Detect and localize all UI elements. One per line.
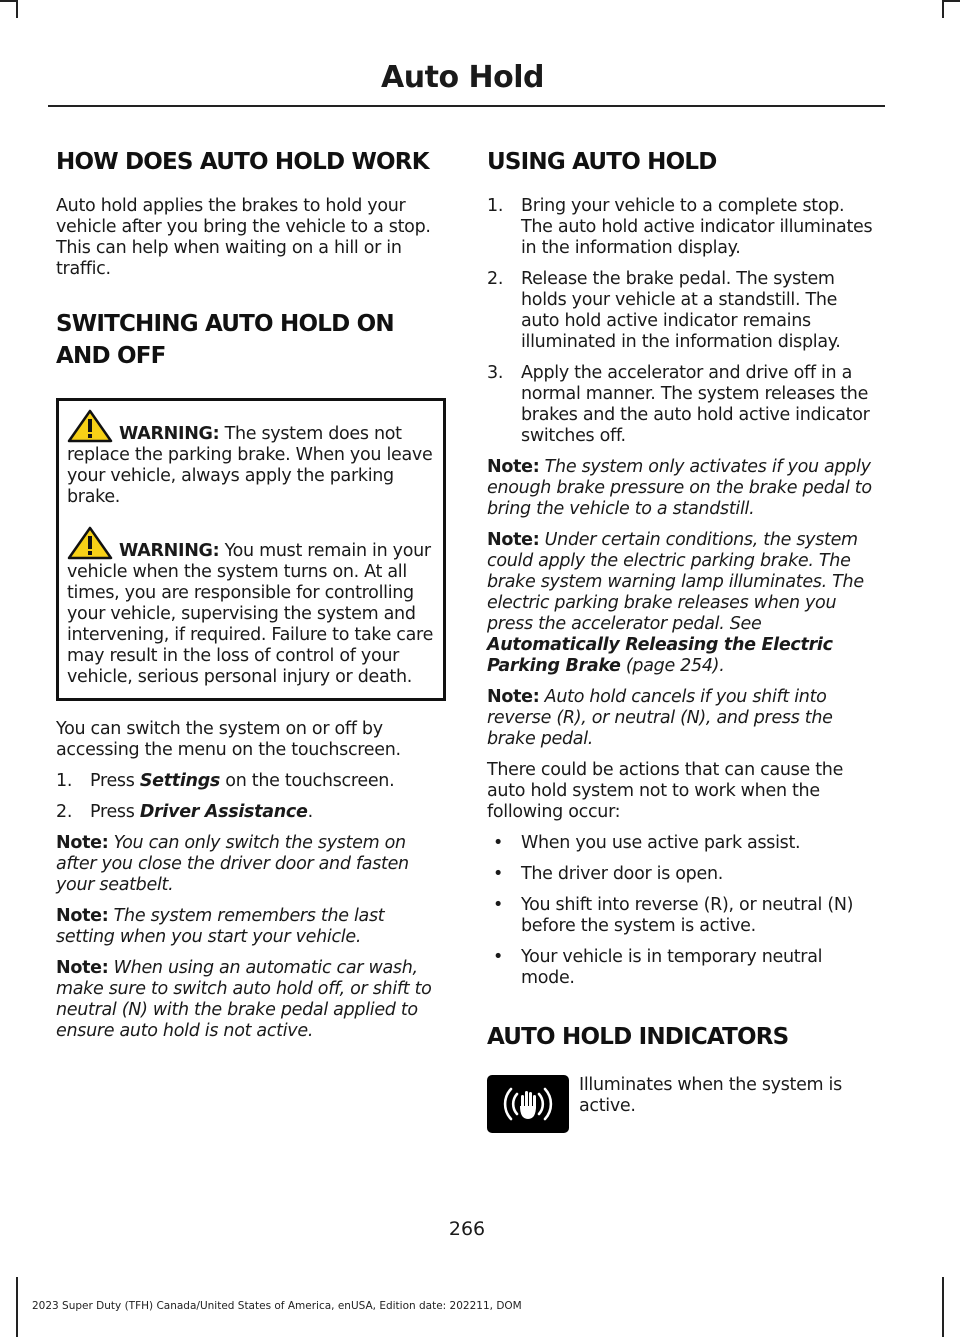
page-title: Auto Hold xyxy=(381,60,544,95)
bullet-text: The driver door is open. xyxy=(521,864,724,884)
bullet-text: You shift into reverse (R), or neutral (N) before the system is active. xyxy=(521,895,854,936)
bullet-text: Your vehicle is in temporary neutral mode. xyxy=(521,947,823,988)
warning-box xyxy=(56,398,446,701)
step-number: 3. xyxy=(487,363,504,383)
note-label: Note: xyxy=(56,833,109,853)
warning-text: The system does not replace the parking brake. When you leave your vehicle, always apply the parking brake. xyxy=(67,424,433,507)
paragraph: There could be actions that can cause the auto hold system not to work when the following occur: xyxy=(487,760,844,822)
step-number: 1. xyxy=(487,196,504,216)
section-heading-switching xyxy=(56,308,446,372)
section-heading-using: USING AUTO HOLD xyxy=(487,149,717,175)
warning-paragraph xyxy=(67,409,435,508)
right-column xyxy=(487,146,879,1133)
page-number: 266 xyxy=(448,1218,486,1240)
crop-mark xyxy=(944,0,960,2)
steps-list xyxy=(56,771,446,823)
note-label: Note: xyxy=(487,530,540,550)
list-item xyxy=(487,269,879,353)
footer-text: 2023 Super Duty (TFH) Canada/United States of America, enUSA, Edition date: 202211, DOM xyxy=(32,1300,522,1312)
paragraph: You can switch the system on or off by accessing the menu on the touchscreen. xyxy=(56,719,401,760)
heading-line: SWITCHING AUTO HOLD ON xyxy=(56,311,394,337)
note-text: You can only switch the system on after you close the driver door and fasten your seatbelt. xyxy=(56,833,409,895)
crop-mark xyxy=(16,1277,18,1337)
step-text xyxy=(90,771,446,792)
step-number: 2. xyxy=(487,269,504,289)
note xyxy=(487,457,879,520)
crop-mark xyxy=(0,0,16,2)
section-heading-how-it-works: HOW DOES AUTO HOLD WORK xyxy=(56,149,429,175)
list-item xyxy=(56,771,446,792)
note xyxy=(56,906,446,948)
crop-mark xyxy=(16,0,18,18)
auto-hold-hand-icon xyxy=(501,1081,555,1127)
header-divider xyxy=(48,105,885,107)
heading-line: AND OFF xyxy=(56,343,166,369)
menu-name: Driver Assistance xyxy=(139,802,308,822)
cross-reference-link[interactable]: Automatically Releasing the Electric Parking Brake xyxy=(487,635,833,676)
note xyxy=(487,687,879,750)
page-reference: (page 254). xyxy=(620,656,725,676)
note-label: Note: xyxy=(56,958,109,978)
warning-paragraph xyxy=(67,526,435,688)
indicator-description: Illuminates when the system is active. xyxy=(579,1075,842,1116)
step-number: 2. xyxy=(56,802,73,822)
warning-label: WARNING: xyxy=(119,424,220,444)
step-text xyxy=(90,802,446,823)
step-text: Bring your vehicle to a complete stop. The auto hold active indicator illuminates in the information display. xyxy=(521,196,873,258)
list-item xyxy=(487,864,879,885)
note xyxy=(56,833,446,896)
bullet: • xyxy=(493,895,504,915)
step-number: 1. xyxy=(56,771,73,791)
note xyxy=(487,530,879,677)
list-item xyxy=(487,363,879,447)
warning-triangle-icon xyxy=(67,526,113,560)
warning-text: You must remain in your vehicle when the system turns on. At all times, you are responsible for controlling your vehicle, supervising the system and intervening, if required. Failure to take care may result in the loss of control of your vehicle, serious personal injury or death. xyxy=(67,541,434,687)
steps-list xyxy=(487,196,879,447)
note-text: The system only activates if you apply enough brake pressure on the brake pedal to bring the vehicle to a standstill. xyxy=(487,457,872,519)
note-label: Note: xyxy=(56,906,109,926)
step-text: Apply the accelerator and drive off in a normal manner. The system releases the brakes and the auto hold active indicator switches off. xyxy=(521,363,870,446)
bullet-text: When you use active park assist. xyxy=(521,833,801,853)
conditions-list xyxy=(487,833,879,989)
note xyxy=(56,958,446,1042)
note-text: Auto hold cancels if you shift into reverse (R), or neutral (N), and press the brake pedal. xyxy=(487,687,833,749)
bullet: • xyxy=(493,947,504,967)
note-text: The system remembers the last setting when you start your vehicle. xyxy=(56,906,385,947)
warning-triangle-icon xyxy=(67,409,113,443)
step-post: on the touchscreen. xyxy=(220,771,395,791)
list-item xyxy=(487,947,879,989)
list-item xyxy=(56,802,446,823)
step-pre: Press xyxy=(90,802,140,822)
list-item xyxy=(487,196,879,259)
note-text: Under certain conditions, the system could apply the electric parking brake. The brake system warning lamp illuminates. The electric parking brake releases when you press the accelerator pedal. See xyxy=(487,530,864,634)
crop-mark xyxy=(942,0,944,18)
auto-hold-hand-icon xyxy=(487,1075,569,1133)
list-item xyxy=(487,895,879,937)
step-text: Release the brake pedal. The system holds your vehicle at a standstill. The auto hold active indicator remains illuminated in the information display. xyxy=(521,269,841,352)
bullet: • xyxy=(493,833,504,853)
section-heading-indicators: AUTO HOLD INDICATORS xyxy=(487,1024,789,1050)
list-item xyxy=(487,833,879,854)
menu-name: Settings xyxy=(139,771,221,791)
indicator-row xyxy=(487,1075,879,1133)
note-text: When using an automatic car wash, make sure to switch auto hold off, or shift to neutral (N) with the brake pedal applied to ensure auto hold is not active. xyxy=(56,958,432,1041)
left-column xyxy=(56,146,446,1042)
step-post: . xyxy=(307,802,313,822)
bullet: • xyxy=(493,864,504,884)
crop-mark xyxy=(942,1277,944,1337)
warning-label: WARNING: xyxy=(119,541,220,561)
step-pre: Press xyxy=(90,771,140,791)
note-label: Note: xyxy=(487,687,540,707)
note-label: Note: xyxy=(487,457,540,477)
paragraph: Auto hold applies the brakes to hold your vehicle after you bring the vehicle to a stop. This can help when waiting on a hill or in traffic. xyxy=(56,196,431,279)
